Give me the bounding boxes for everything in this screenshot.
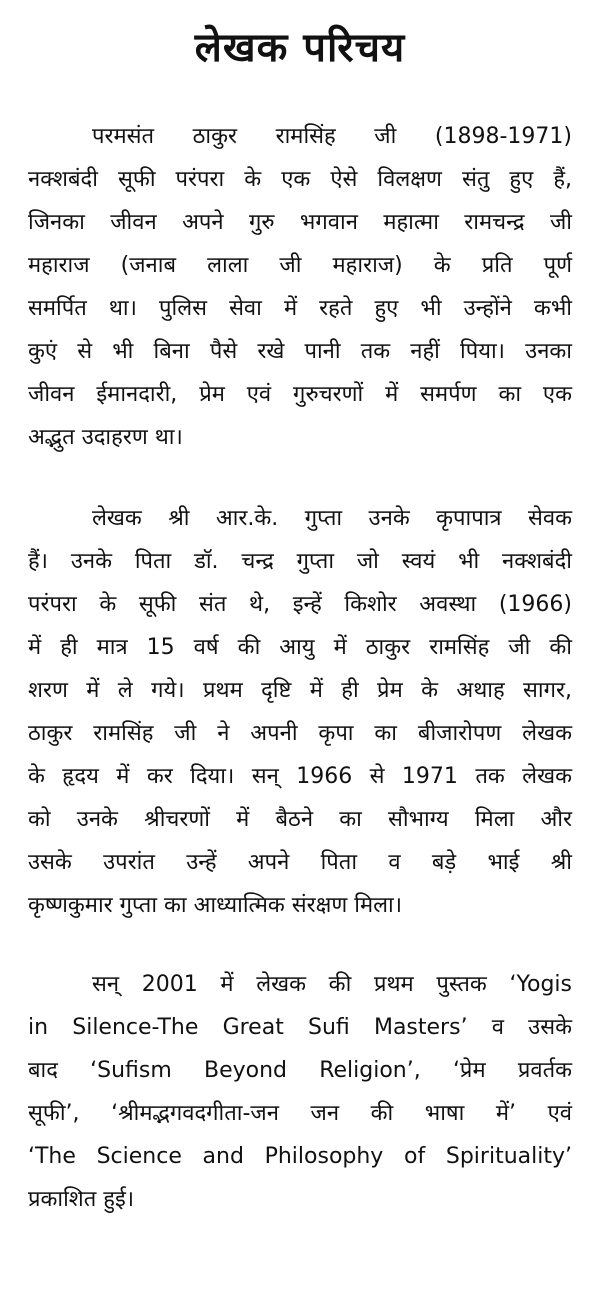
text-line: महाराज (जनाब लाला जी महाराज) के प्रति पूर्ण bbox=[28, 253, 572, 278]
text-line: कुएं से भी बिना पैसे रखे पानी तक नहीं पिया। उनका bbox=[28, 339, 572, 364]
page-title: लेखक परिचय bbox=[194, 25, 406, 71]
text-line: in Silence-The Great Sufi Masters’ व उसके bbox=[28, 1015, 572, 1040]
text-line: जिनका जीवन अपने गुरु भगवान महात्मा रामचन्द्र जी bbox=[28, 210, 572, 235]
text-line: समर्पित था। पुलिस सेवा में रहते हुए भी उन्होंने कभी bbox=[28, 296, 572, 321]
text-line: उसके उपरांत उन्हें अपने पिता व बड़े भाई श्री bbox=[28, 850, 572, 875]
text-line: में ही मात्र 15 वर्ष की आयु में ठाकुर रामसिंह जी की bbox=[28, 635, 572, 660]
text-line: शरण में ले गये। प्रथम दृष्टि में ही प्रेम के अथाह सागर, bbox=[28, 678, 572, 703]
text-line: के हृदय में कर दिया। सन् 1966 से 1971 तक लेखक bbox=[28, 764, 572, 789]
text-line: सूफी’, ‘श्रीमद्भगवदगीता-जन जन की भाषा में’ एवं bbox=[28, 1101, 572, 1126]
text-line: नक्शबंदी सूफी परंपरा के एक ऐसे विलक्षण संतु हुए हैं, bbox=[28, 167, 572, 192]
text-line: सन् 2001 में लेखक की प्रथम पुस्तक ‘Yogis bbox=[92, 972, 572, 997]
text-line: प्रकाशित हुई। bbox=[28, 1187, 135, 1212]
text-line: अद्भुत उदाहरण था। bbox=[28, 425, 183, 450]
text-line: ‘The Science and Philosophy of Spirituality’ bbox=[28, 1144, 572, 1169]
text-line: बाद ‘Sufism Beyond Religion’, ‘प्रेम प्रवर्तक bbox=[28, 1058, 572, 1083]
text-line: ठाकुर रामसिंह जी ने अपनी कृपा का बीजारोपण लेखक bbox=[28, 721, 572, 746]
text-line: परंपरा के सूफी संत थे, इन्हें किशोर अवस्था (1966) bbox=[28, 592, 572, 617]
text-line: परमसंत ठाकुर रामसिंह जी (1898-1971) bbox=[92, 124, 572, 149]
text-line: हैं। उनके पिता डॉ. चन्द्र गुप्ता जो स्वयं भी नक्शबंदी bbox=[28, 549, 572, 574]
text-line: कृष्णकुमार गुप्ता का आध्यात्मिक संरक्षण मिला। bbox=[28, 893, 403, 918]
text-line: को उनके श्रीचरणों में बैठने का सौभाग्य मिला और bbox=[28, 807, 572, 832]
text-line: लेखक श्री आर.के. गुप्ता उनके कृपापात्र सेवक bbox=[92, 506, 572, 531]
text-line: जीवन ईमानदारी, प्रेम एवं गुरुचरणों में समर्पण का एक bbox=[28, 382, 572, 407]
